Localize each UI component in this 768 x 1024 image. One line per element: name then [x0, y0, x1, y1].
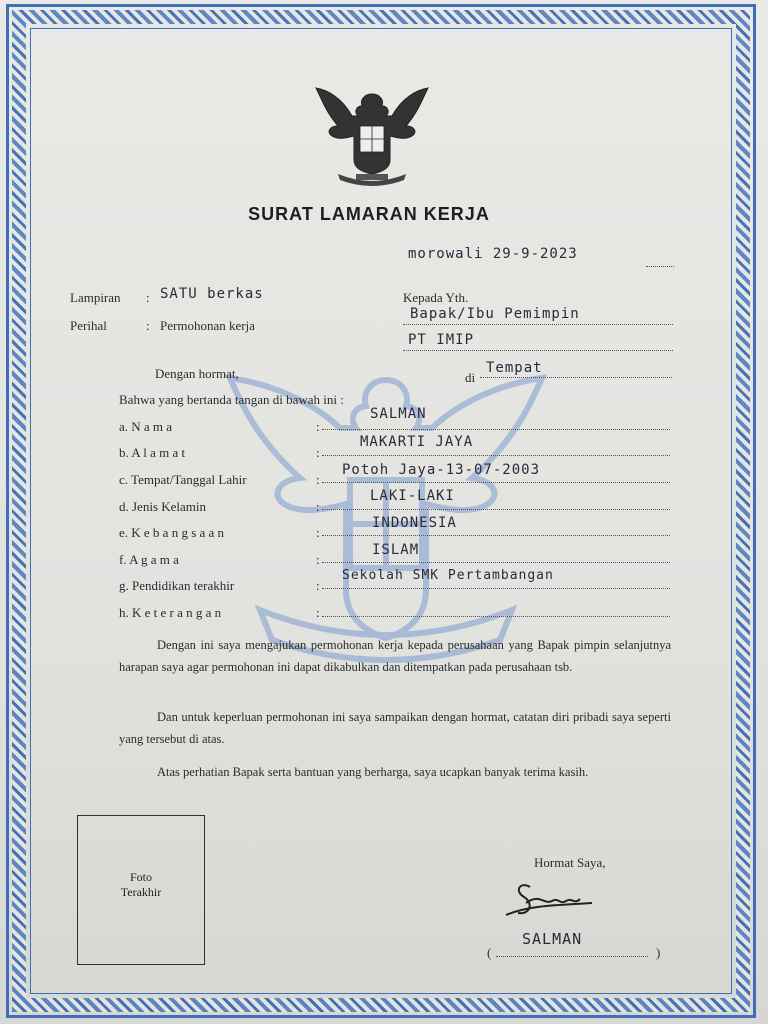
- colon: :: [316, 472, 320, 487]
- garuda-emblem-icon: [312, 76, 432, 192]
- field-value-pendidikan: Sekolah SMK Pertambangan: [342, 568, 554, 583]
- colon: :: [316, 499, 320, 514]
- di-label: di: [465, 370, 476, 385]
- colon: :: [316, 525, 320, 540]
- colon: :: [316, 578, 320, 593]
- colon: :: [316, 552, 320, 567]
- intro-line: Bahwa yang bertanda tangan di bawah ini :: [119, 392, 344, 407]
- date-dotted-line: [646, 266, 674, 267]
- paren-close: ): [656, 945, 661, 960]
- field-dotted-line: [322, 535, 670, 536]
- di-value: Tempat: [486, 360, 543, 376]
- place-date: morowali 29-9-2023: [408, 246, 578, 262]
- signer-name: SALMAN: [522, 930, 583, 948]
- signer-dotted-line: [496, 956, 648, 957]
- closing-text: Hormat Saya,: [534, 855, 606, 870]
- field-dotted-line: [322, 509, 670, 510]
- field-dotted-line: [322, 616, 670, 617]
- lampiran-value: SATU berkas: [160, 286, 264, 302]
- field-label-pendidikan: g. Pendidikan terakhir: [119, 578, 235, 593]
- colon: :: [316, 445, 320, 460]
- field-dotted-line: [322, 455, 670, 456]
- field-dotted-line: [322, 562, 670, 563]
- field-label-nama: a. N a m a: [119, 419, 173, 434]
- colon: :: [146, 318, 150, 333]
- photo-label-line-2: Terakhir: [120, 885, 162, 899]
- colon: :: [316, 605, 320, 620]
- field-dotted-line: [322, 482, 670, 483]
- field-value-nama: SALMAN: [370, 406, 427, 422]
- field-value-ttl: Potoh Jaya-13-07-2003: [342, 462, 541, 478]
- di-dotted-line: [480, 377, 672, 378]
- recipient-line-2: PT IMIP: [408, 332, 475, 348]
- field-label-ttl: c. Tempat/Tanggal Lahir: [119, 472, 247, 487]
- photo-label-line-1: Foto: [129, 870, 152, 884]
- recipient-dotted-line-2: [403, 350, 673, 351]
- paragraph-2: Dan untuk keperluan permohonan ini saya sampaikan dengan hormat, catatan diri pribadi saya seperti yang tersebut di atas.: [119, 710, 671, 746]
- field-dotted-line: [322, 588, 670, 589]
- field-label-jenis-kelamin: d. Jenis Kelamin: [119, 499, 207, 514]
- field-label-agama: f. A g a m a: [119, 552, 179, 567]
- recipient-dotted-line-1: [403, 324, 673, 325]
- field-dotted-line: [322, 429, 670, 430]
- kepada-label: Kepada Yth.: [403, 290, 469, 305]
- paragraph-1: Dengan ini saya mengajukan permohonan kerja kepada perusahaan yang Bapak pimpin selanjutnya harapan saya agar permohonan ini dapat dikabulkan dan ditempatkan pada perusahaan tsb.: [119, 638, 671, 674]
- photo-label: [77, 870, 205, 900]
- field-label-keterangan: h. K e t e r a n g a n: [119, 605, 222, 620]
- field-value-agama: ISLAM: [372, 542, 420, 558]
- field-value-alamat: MAKARTI JAYA: [360, 434, 474, 450]
- colon: :: [316, 419, 320, 434]
- field-value-kebangsaan: INDONESIA: [372, 515, 457, 531]
- recipient-line-1: Bapak/Ibu Pemimpin: [410, 306, 580, 322]
- colon: :: [146, 290, 150, 305]
- paragraph-3: Atas perhatian Bapak serta bantuan yang berharga, saya ucapkan banyak terima kasih.: [157, 765, 589, 779]
- document-title: SURAT LAMARAN KERJA: [248, 204, 490, 224]
- perihal-value: Permohonan kerja: [160, 318, 255, 333]
- field-label-kebangsaan: e. K e b a n g s a a n: [119, 525, 225, 540]
- field-value-jenis-kelamin: LAKI-LAKI: [370, 488, 455, 504]
- signature-icon: [500, 875, 596, 925]
- perihal-label: Perihal: [70, 318, 107, 333]
- salutation: Dengan hormat,: [155, 366, 239, 381]
- paren-open: (: [487, 945, 492, 960]
- lampiran-label: Lampiran: [70, 290, 121, 305]
- field-label-alamat: b. A l a m a t: [119, 445, 186, 460]
